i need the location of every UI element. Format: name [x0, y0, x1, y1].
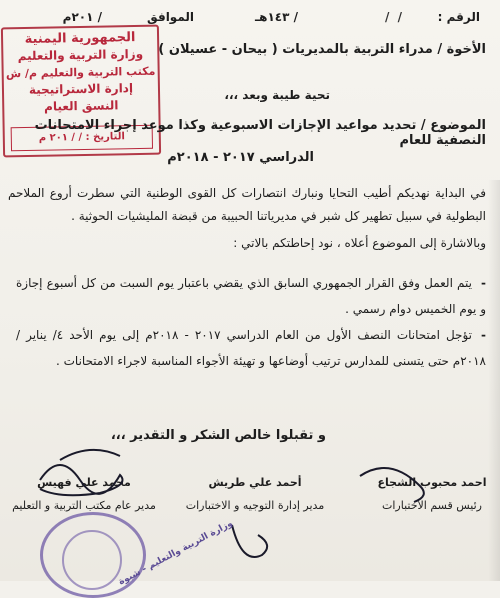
subject-line: الموضوع / تحديد مواعيد الإجازات الاسبوعية وكذا موعد إجراء الامتحانات النصفية للعام	[34, 118, 486, 148]
signature-stroke	[40, 465, 123, 495]
reference-dots: / /	[385, 10, 404, 24]
hijri-date: / ١٤٣هـ	[255, 10, 298, 24]
agreed-label: الموافق	[147, 10, 194, 24]
bullet-text: يتم العمل وفق القرار الجمهوري السابق الذي يقضي باعتبار يوم السبت من كل أسبوع إجازة و يوم الخميس دوام رسمي .	[16, 276, 486, 316]
signature-stroke	[360, 468, 424, 502]
recipient-address: الأخوة / مدراء التربية بالمديريات ( بيحان - عسيلان )	[158, 42, 486, 57]
seal-emblem	[62, 530, 122, 590]
letter-header	[6, 10, 494, 26]
stamp-line: النسق العيام	[43, 98, 119, 114]
reference-label: الرقم :	[437, 10, 480, 24]
stamp-date-box: التاريخ : / / ٢٠١ م	[11, 125, 153, 151]
bullet-marker: -	[481, 328, 487, 342]
stamp-line: الجمهورية اليمنية	[24, 30, 136, 47]
gregorian-date: / ٢٠١م	[62, 10, 102, 24]
signature-stroke	[60, 450, 120, 460]
page-edge-shadow	[488, 180, 500, 581]
reference-line: وبالاشارة إلى الموضوع أعلاه ، نود إحاطتكم بالاتي :	[233, 236, 486, 250]
closing-line: و تقبلوا خالص الشكر و التقدير ،،،	[110, 428, 326, 443]
list-item	[16, 270, 486, 322]
signatory-title: مدير عام مكتب التربية و التعليم	[12, 499, 156, 512]
signatory-title: مدير إدارة التوجيه و الاختبارات	[185, 499, 325, 512]
seal-text: وزارة التربية والتعليم - شبوة	[117, 518, 235, 588]
signatory-name: احمد محبوب الشجاع	[377, 476, 487, 489]
bullet-marker: -	[481, 276, 486, 290]
stamp-line: مكتب التربية والتعليم م/ ش	[5, 64, 156, 81]
stamp-line: إدارة الاستراتيجية	[28, 81, 134, 97]
subject-line-2: الدراسي ٢٠١٧ - ٢٠١٨م	[167, 150, 314, 165]
signatory-title: رئيس قسم الاختبارات	[382, 499, 482, 512]
signatory-name: محمد علي فهيس	[37, 476, 131, 489]
list-item	[16, 322, 486, 374]
signatory-name: أحمد علي طريش	[208, 476, 302, 489]
bullet-text: تؤجل امتحانات النصف الأول من العام الدراسي ٢٠١٧ - ٢٠١٨م إلى يوم الأحد ٤/ يناير / ٢٠١٨م حتى يتسنى للمدارس ترتيب أوضاعها و تهيئة الأجواء المناسبة لاجراء الامتحانات .	[16, 328, 486, 368]
stamp-line: وزارة التربية والتعليم	[17, 46, 144, 64]
intro-paragraph: في البداية نهديكم أطيب التحايا ونبارك انتصارات كل القوى الوطنية التي سطرت أروع الملاحم البطولية في سبيل تطهير كل شبر في مديرياتنا الحبيبة من قبضة المليشيات الحوثية .	[8, 186, 486, 223]
signature-stroke	[232, 525, 267, 557]
greeting: تحية طيبة وبعد ،،،	[224, 88, 330, 102]
